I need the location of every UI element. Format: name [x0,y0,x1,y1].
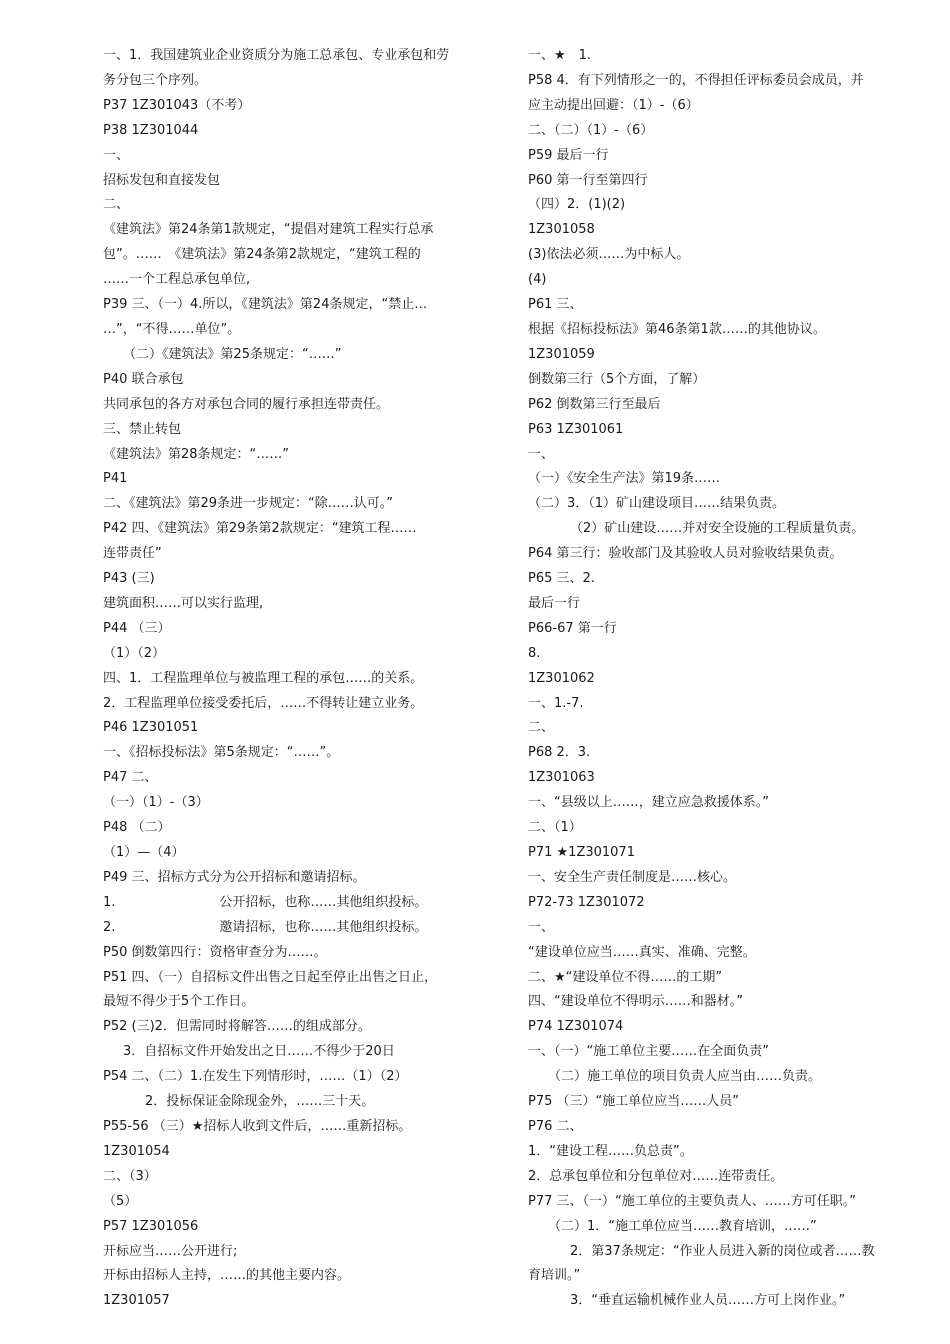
right-text-line: 二、（1） [528,820,582,836]
left-text-line: P41 [103,471,128,487]
left-text-line: 3．自招标文件开始发出之日……不得少于20日 [123,1044,395,1060]
right-text-line: 一、★ 1. [528,48,592,63]
left-text-line: 1Z301054 [103,1143,170,1159]
right-text-line: （二）1．“施工单位应当……教育培训，……” [548,1218,817,1234]
right-text-line: (3)依法必须……为中标人。 [528,247,690,263]
right-text-line: 3．“垂直运输机械作业人员……方可上岗作业。” [570,1293,846,1309]
left-text-line: P44 （三） [103,620,171,636]
right-text-line: 2．总承包单位和分包单位对……连带责任。 [528,1168,784,1184]
left-text-line: …”，“不得……单位”。 [103,321,241,337]
left-text-line: 2．工程监理单位接受委托后，……不得转让建立业务。 [103,695,424,711]
right-text-line: P68 2．3. [528,745,591,761]
right-text-line: P77 三、（一）“施工单位的主要负责人、……方可任职。” [528,1193,856,1209]
right-text-line: 一、 [528,919,555,935]
right-text-line: 最后一行 [528,595,581,611]
right-text-line: P76 二、 [528,1118,583,1134]
left-text-line: （5） [103,1193,138,1209]
left-text-line: P49 三、招标方式分为公开招标和邀请招标。 [103,869,366,885]
right-text-line: P62 倒数第三行至最后 [528,396,661,412]
left-text-line: 共同承包的各方对承包合同的履行承担连带责任。 [103,396,390,412]
right-text-line: （二）施工单位的项目负责人应当由……负责。 [548,1069,822,1085]
right-text-line: 二、 [528,720,555,736]
left-text-line: 开标由招标人主持，……的其他主要内容。 [103,1268,351,1284]
left-text-line: 建筑面积……可以实行监理, [103,595,264,611]
right-text-line: P63 1Z301061 [528,421,624,437]
left-text-line: 包”。…… 《建筑法》第24条第2款规定，“建筑工程的 [103,247,421,263]
left-text-line: 《建筑法》第24条第1款规定，“提倡对建筑工程实行总承 [103,222,434,238]
left-text-line: 连带责任” [103,546,162,562]
right-text-line: 一、“县级以上……，建立应急救援体系。” [528,795,769,811]
right-text-line: “建设单位应当……真实、准确、完整。 [528,944,756,960]
right-text-line: 应主动提出回避：（1）-（6） [528,97,699,113]
left-text-line: 1Z301057 [103,1293,170,1309]
right-text-line: P72-73 1Z301072 [528,894,645,910]
left-text-line: P47 二、 [103,770,158,786]
left-text-line: ……一个工程总承包单位, [103,272,251,288]
right-text-line: 二、★“建设单位不得……的工期” [528,969,723,985]
right-text-line: （二）3．（1）矿山建设项目……结果负责。 [528,496,786,512]
left-text-line: P46 1Z301051 [103,720,199,736]
left-text-line: 一、《招标投标法》第5条规定：“……”。 [103,745,340,761]
left-text-line: 二、（3） [103,1168,157,1184]
right-text-line: 倒数第三行（5个方面，了解） [528,371,706,387]
left-text-line: 2．投标保证金除现金外，……三十天。 [145,1094,375,1110]
right-text-line: P58 4．有下列情形之一的，不得担任评标委员会成员，并 [528,72,864,88]
right-text-line: (4) [528,272,547,288]
left-text-line: P42 四、《建筑法》第29条第2款规定：“建筑工程…… [103,521,417,537]
left-text-line: 四、1．工程监理单位与被监理工程的承包……的关系。 [103,670,424,686]
right-text-line: P74 1Z301074 [528,1019,624,1035]
right-text-line: 育培训。” [528,1268,581,1284]
left-text-line: （1）—（4） [103,845,185,860]
right-text-line: 1Z301058 [528,222,595,238]
right-column [528,44,923,1314]
right-text-line: 二、（二）（1）-（6） [528,122,654,138]
left-text-line: 招标发包和直接发包 [103,172,221,188]
left-text-line: P54 二、（二）1.在发生下列情形时，……（1）（2） [103,1069,408,1085]
left-text-line: P38 1Z301044 [103,122,199,138]
right-text-line: 1．“建设工程……负总责”。 [528,1143,693,1159]
left-text-line: P51 四、（一）自招标文件出售之日起至停止出售之日止， [103,969,438,985]
left-column [103,44,495,1314]
left-text-line: P52 (三)2．但需同时将解答……的组成部分。 [103,1019,371,1035]
left-text-line: 开标应当……公开进行; [103,1243,238,1259]
left-text-line: P50 倒数第四行：资格审查分为……。 [103,944,327,960]
right-text-line: P59 最后一行 [528,147,609,163]
right-text-line: 1Z301063 [528,770,595,786]
left-text-line: 二、 [103,197,130,213]
right-text-line: （2）矿山建设……并对安全设施的工程质量负责。 [570,521,865,537]
left-text-line: 三、禁止转包 [103,421,182,437]
right-text-line: 1Z301059 [528,346,595,362]
right-text-line: 1Z301062 [528,670,595,686]
right-text-line: 一、安全生产责任制度是……核心。 [528,869,737,885]
right-text-line: （四）2．(1)(2) [528,197,626,213]
right-text-line: 一、1.-7. [528,695,584,711]
right-text-line: P71 ★1Z301071 [528,845,635,860]
left-text-line: 2. 邀请招标，也称……其他组织投标。 [103,919,428,935]
left-text-line: 务分包三个序列。 [103,72,208,88]
right-text-line: P60 第一行至第四行 [528,172,648,188]
right-text-line: P75 （三）“施工单位应当……人员” [528,1094,739,1110]
left-text-line: P43 (三) [103,571,155,587]
left-text-line: P55-56 （三）★招标人收到文件后，……重新招标。 [103,1118,412,1134]
right-text-line: 四、“建设单位不得明示……和器材。” [528,994,743,1010]
left-text-line: 1. 公开招标，也称……其他组织投标。 [103,894,428,910]
left-text-line: P39 三、（一）4.所以，《建筑法》第24条规定，“禁止… [103,297,428,313]
left-text-line: P40 联合承包 [103,371,184,387]
left-text-line: 最短不得少于5个工作日。 [103,994,255,1010]
right-text-line: P65 三、2. [528,571,595,587]
right-text-line: P66-67 第一行 [528,620,617,636]
left-text-line: 一、 [103,147,130,163]
left-text-line: （1）（2） [103,645,166,661]
left-text-line: P37 1Z301043（不考） [103,97,251,113]
right-text-line: 8. [528,645,541,661]
right-text-line: P64 第三行：验收部门及其验收人员对验收结果负责。 [528,546,843,562]
left-text-line: 二、《建筑法》第29条进一步规定：“除……认可。” [103,496,394,512]
left-text-line: P48 （二） [103,820,171,836]
left-text-line: P57 1Z301056 [103,1218,199,1234]
right-text-line: 一、（一）“施工单位主要……在全面负责” [528,1044,769,1060]
right-text-line: 一、 [528,446,555,462]
right-text-line: 2．第37条规定：“作业人员进入新的岗位或者……教 [570,1243,875,1259]
right-text-line: （一）《安全生产法》第19条…… [528,471,721,487]
left-text-line: 一、1．我国建筑业企业资质分为施工总承包、专业承包和劳 [103,48,450,63]
right-text-line: 根据《招标投标法》第46条第1款……的其他协议。 [528,321,826,337]
left-text-line: 《建筑法》第28条规定：“……” [103,446,290,462]
right-text-line: P61 三、 [528,297,583,313]
left-text-line: （二）《建筑法》第25条规定：“……” [123,346,342,362]
left-text-line: （一）（1）-（3） [103,795,209,811]
